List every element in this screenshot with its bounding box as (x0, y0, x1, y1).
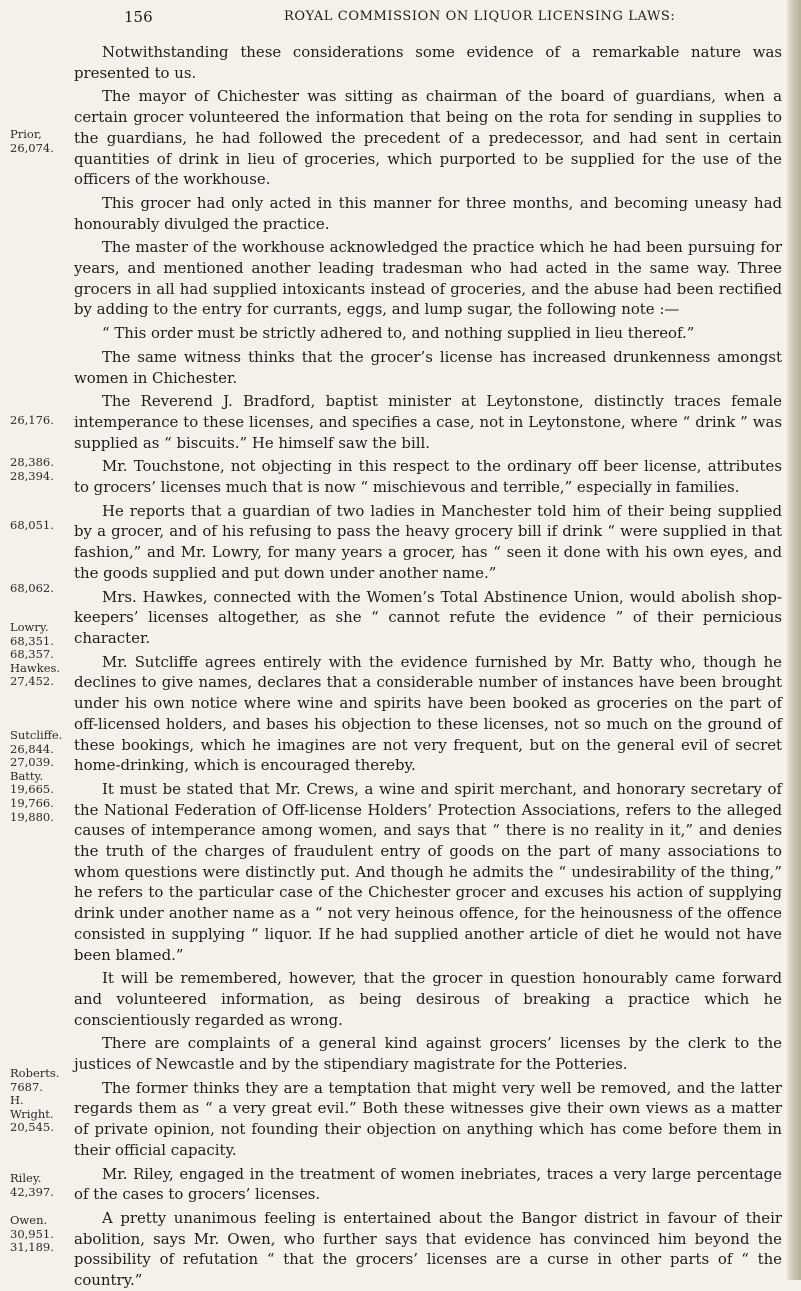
margin-note: 28,386. 28,394. (10, 455, 54, 483)
paragraph: A pretty unanimous feeling is entertained about the Bangor district in favour of their abolition, says Mr. Owen, who further says that evidence has convinced him beyond the possibility of refutation “ that the grocers’ licenses are a curse in other parts of “ the country.” (74, 1208, 782, 1290)
margin-note: Prior, 26,074. (10, 127, 54, 155)
margin-note: Roberts. 7687. H. Wright. 20,545. (10, 1066, 60, 1135)
margin-note: 68,051. (10, 518, 54, 532)
paragraph: The Reverend J. Bradford, baptist minister at Leytonstone, distinctly traces female intemperance to these licenses, and specifies a case, not in Leytonstone, where “ drink ” was supplied as “ biscuits.” He himself saw the bill. (74, 392, 782, 452)
page-header (0, 8, 801, 30)
paragraph: The mayor of Chichester was sitting as chairman of the board of guardians, when a certain grocer volunteered the information that being on the rota for sending in supplies to the guardians, he had followed the precedent of a predecessor, and had sent in certain quantities of drink in lieu of groceries, which purported to be supplied for the use of the officers of the workhouse. (74, 87, 782, 189)
paragraph: Mr. Sutcliffe agrees entirely with the evidence furnished by Mr. Batty who, though he declines to give names, declares that a considerable number of instances have been brought under his own notice where wine and spirits have been booked as groceries on the part of off-licensed holders, and bases his objection to these licenses, not so much on the ground of these bookings, which he imagines are not very frequent, but on the general evil of secret home-drinking, which is encouraged thereby. (74, 652, 782, 775)
margin-note: Owen. 30,951. 31,189. (10, 1213, 54, 1255)
page-number: 156 (124, 8, 153, 26)
paragraph: Mrs. Hawkes, connected with the Women’s Total Abstinence Union, would abolish shop-keepers’ licenses altogether, as she “ cannot refute the evidence ” of their pernicious character. (74, 587, 782, 647)
paragraph: Notwithstanding these considerations some evidence of a remarkable nature was presented to us. (74, 43, 782, 82)
paragraph: This grocer had only acted in this manner for three months, and becoming uneasy had honourably divulged the practice. (74, 193, 782, 233)
paragraph: The same witness thinks that the grocer’s license has increased drunkenness amongst women in Chichester. (74, 347, 782, 387)
margin-note: Lowry. 68,351. 68,357. Hawkes. 27,452. (10, 620, 61, 689)
paragraph: There are complaints of a general kind against grocers’ licenses by the clerk to the justices of Newcastle and by the stipendiary magistrate for the Potteries. (74, 1034, 782, 1074)
page-edge (787, 0, 801, 1280)
margin-note: 68,062. (10, 581, 54, 595)
paragraph: The master of the workhouse acknowledged the practice which he had been pursuing for years, and mentioned another leading tradesman who had acted in the same way. Three grocers in all had supplied intoxicants instead of groceries, and the abuse had been rectified by adding to the entry for currants, eggs, and lump sugar, the following note :— (74, 238, 782, 319)
margin-note: 26,176. (10, 413, 54, 427)
paragraph: It will be remembered, however, that the grocer in question honourably came forward and volunteered information, as being desirous of breaking a practice which he conscientiously regarded as wrong. (74, 969, 782, 1029)
paragraph: Mr. Touchstone, not objecting in this respect to the ordinary off beer license, attributes to grocers’ licenses much that is now “ mischievous and terrible,” especially in families. (74, 457, 782, 497)
margin-note: Sutcliffe. 26,844. 27,039. Batty. 19,665. 19,766. 19,880. (10, 728, 63, 824)
margin-note: Riley. 42,397. (10, 1171, 54, 1199)
paragraph: The former thinks they are a temptation that might very well be removed, and the latter regards them as “ a very great evil.” Both these witnesses give their own views as a matter of private opinion, not founding their objection on anything which has come before them in their official capacity. (74, 1078, 782, 1159)
paragraph: “ This order must be strictly adhered to, and nothing supplied in lieu thereof.” (102, 324, 695, 343)
paragraph: He reports that a guardian of two ladies in Manchester told him of their being supplied by a grocer, and of his refusing to pass the heavy grocery bill if drink “ were supplied in that fashion,” and Mr. Lowry, for many years a grocer, has “ seen it done with his own eyes, and the goods supplied and put down under another name.” (74, 501, 782, 582)
body-text (74, 42, 782, 1291)
running-head: ROYAL COMMISSION ON LIQUOR LICENSING LAWS: (284, 9, 676, 24)
paragraph: Mr. Riley, engaged in the treatment of women inebriates, traces a very large percentage of the cases to grocers’ licenses. (74, 1164, 782, 1204)
paragraph: It must be stated that Mr. Crews, a wine and spirit merchant, and honorary secretary of the National Federation of Off-license Holders’ Protection Associations, refers to the alleged causes of intemperance among women, and says that “ there is no reality in it,” and denies the truth of the charges of fraudulent entry of goods on the part of many associations to whom questions were distinctly put. And though he admits the “ undesirability of the thing,” he refers to the particular case of the Chichester grocer and excuses his action of supplying drink under another name as a “ not very heinous offence, for the heinousness of the offence consisted in supplying “ liquor. If he had supplied another article of diet he would not have been blamed.” (74, 779, 782, 964)
